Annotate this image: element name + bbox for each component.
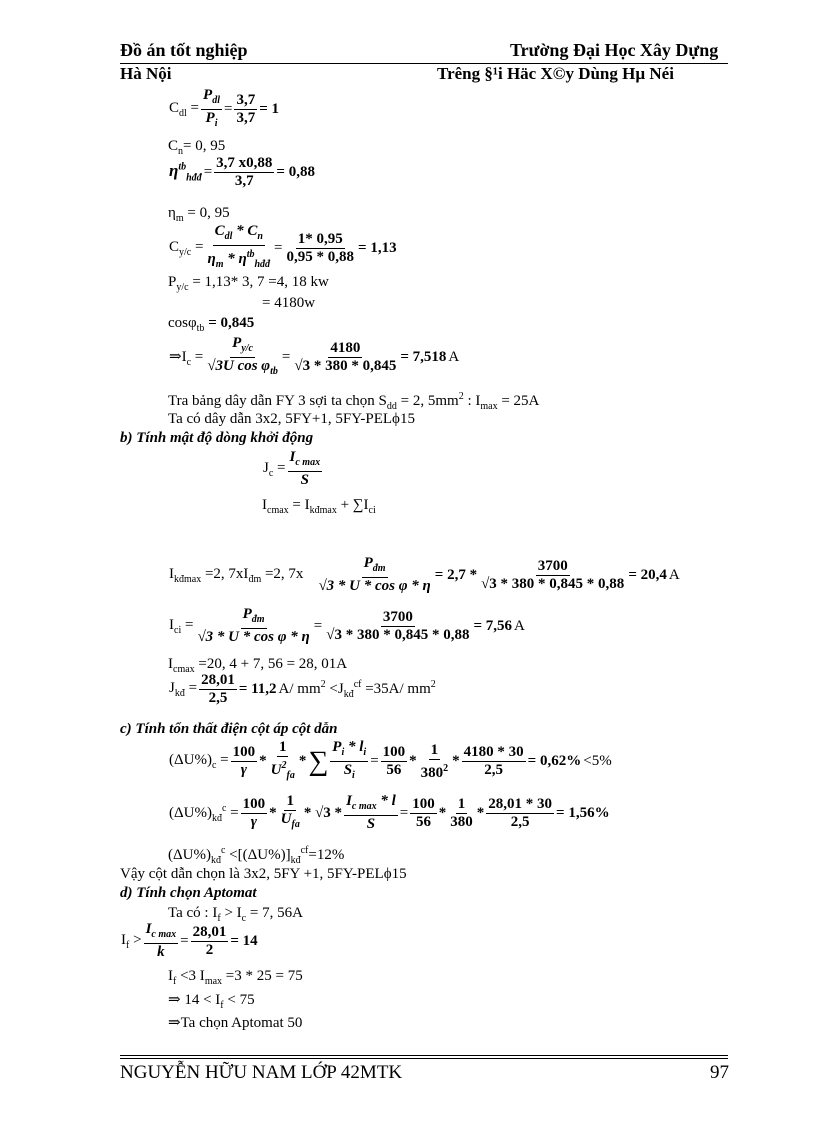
- line-cos: cosφ$_{tb}$ = 0,845: [168, 315, 255, 334]
- formula-ikd: $I_{kđmax} =2$, $7xI_{đm} =2$, 7x $\frac{P_{đm}}{\text{√3 * U * cos φ * η}}$ = 2,7 * $\frac{3700}{√3 * 380 * 0,845 * 0,88}$ = 20,4 A: [169, 555, 680, 594]
- formula-du: $(\Delta U\%)_c$ = $\frac{100}{\gamma}$ * $\frac{1}{U^2_{fa}}$ * ∑ $\frac{P_i * l_i}{S_i}$ = $\frac{100}{56}$ * $\frac{1}{380^2}$ * $\frac{4180 * 30}{2,5}$ = 0,62% <5%: [169, 739, 612, 781]
- line-tra: Tra bảng dây dẫn FY 3 sợi ta chọn $S_{dd} = 2$, $5mm^2$ : $I_{max} = 25A$: [168, 391, 540, 412]
- formula-cyc: $C_{y/c}$ = $\frac{C_{dl} * C_n}{\eta_m * \eta^{tb}_{hđđ}}$ = $\frac{1* 0,95}{0,95 * 0,88}$ = 1,13: [169, 223, 397, 270]
- line-pyc2: = 4180w: [262, 295, 316, 311]
- line-pyc: $P_{y/c} = 1,13*$ 3, 7 =4, 18 kw: [168, 274, 329, 293]
- footer-name: NGUYỄN HỮU NAM LỚP 42MTK: [120, 1062, 403, 1083]
- line-cn: $C_n= 0$, 95: [168, 138, 226, 157]
- section-b-heading: b) Tính mật độ dòng khởi động: [120, 430, 314, 446]
- line-chon: ⇒Ta chọn Aptomat 50: [168, 1015, 303, 1031]
- footer-rule-1: [120, 1055, 728, 1056]
- header-left-line2: Hà Nội: [120, 64, 172, 83]
- line-range: ⇒ $14 < I_f < 75$: [168, 992, 255, 1011]
- formula-ic: $\Rightarrow I_c$ = $\frac{P_{y/c}}{√3U \cos \varphi_{tb}}$ = $\frac{4180}{√3 * 380 * 0,845}$ = 7,518 A: [169, 335, 460, 377]
- formula-eta: $\eta^{tb}_{hđđ}$ = $\frac{3,7 x0,88}{3,7}$ = 0,88: [169, 155, 315, 189]
- formula-jc: $J_c$ = $\frac{I_{c max}}{S}$: [263, 449, 321, 488]
- section-c-heading: c) Tính tổn thất điện cột áp cột dẫn: [120, 721, 338, 737]
- line-etam: $\eta_m = 0$, 95: [168, 205, 230, 224]
- formula-jkd: $J_{kđ}$ = $\frac{28,01}{2,5}$ = 11,2 A/ $mm^2 <J_{kđ}^{cf} =35A/$ $mm^2$: [169, 672, 436, 706]
- line-taco2: Ta có : $I_f > I_c = 7$, 56A: [168, 905, 303, 924]
- formula-ici: $I_{ci}$ = $\frac{P_{đm}}{\text{√3 * U * cos φ * η}}$ = $\frac{3700}{√3 * 380 * 0,845 * 0,88}$ = 7,56 A: [169, 606, 525, 645]
- formula-cdl: $C_{dl}$ = $\frac{P_{dl}}{P_i}$ = $\frac{3,7}{3,7}$ = 1: [169, 87, 279, 129]
- page-number: 97: [710, 1062, 729, 1083]
- footer-rule-2: [120, 1058, 728, 1059]
- line-if2: $I_f <3$ $I_{max} =3 * 25 = 75$: [168, 968, 303, 987]
- line-vay: Vậy cột dẫn chọn là 3x2, 5FY +1, 5FY-PELϕ15: [120, 866, 407, 882]
- header-right-line2: Trêng §¹i Häc X©y Dùng Hµ Néi: [437, 64, 674, 83]
- formula-dukd: $(\Delta U\%)_{kđ}^c$ = $\frac{100}{\gamma}$ * $\frac{1}{U_{fa}}$ * √3 * $\frac{I_{c max} * l}{S}$ = $\frac{100}{56}$ * $\frac{1}{380}$ * $\frac{28,01 * 30}{2,5}$ = 1,56%: [169, 793, 610, 832]
- header-left-line1: Đồ án tốt nghiệp: [120, 40, 248, 60]
- line-icmax: $I_{cmax} = I_{kđmax} + \sum I_{ci}$: [262, 497, 376, 516]
- line-dukd-cmp: $(\Delta U\%)_{kđ}^c <[(\Delta U\%)]_{kđ}^{cf}=12\%$: [168, 845, 345, 866]
- formula-if: $I_f$ > $\frac{I_{c max}}{k}$ = $\frac{28,01}{2}$ = 14: [121, 921, 258, 960]
- section-d-heading: d) Tính chọn Aptomat: [120, 885, 257, 901]
- header-right-line1: Trường Đại Học Xây Dựng: [510, 40, 719, 60]
- line-icmax2: $I_{cmax} =20$, 4 + 7, 56 = 28, 01A: [168, 656, 348, 675]
- line-taco: Ta có dây dẫn 3x2, 5FY+1, 5FY-PELϕ15: [168, 411, 415, 427]
